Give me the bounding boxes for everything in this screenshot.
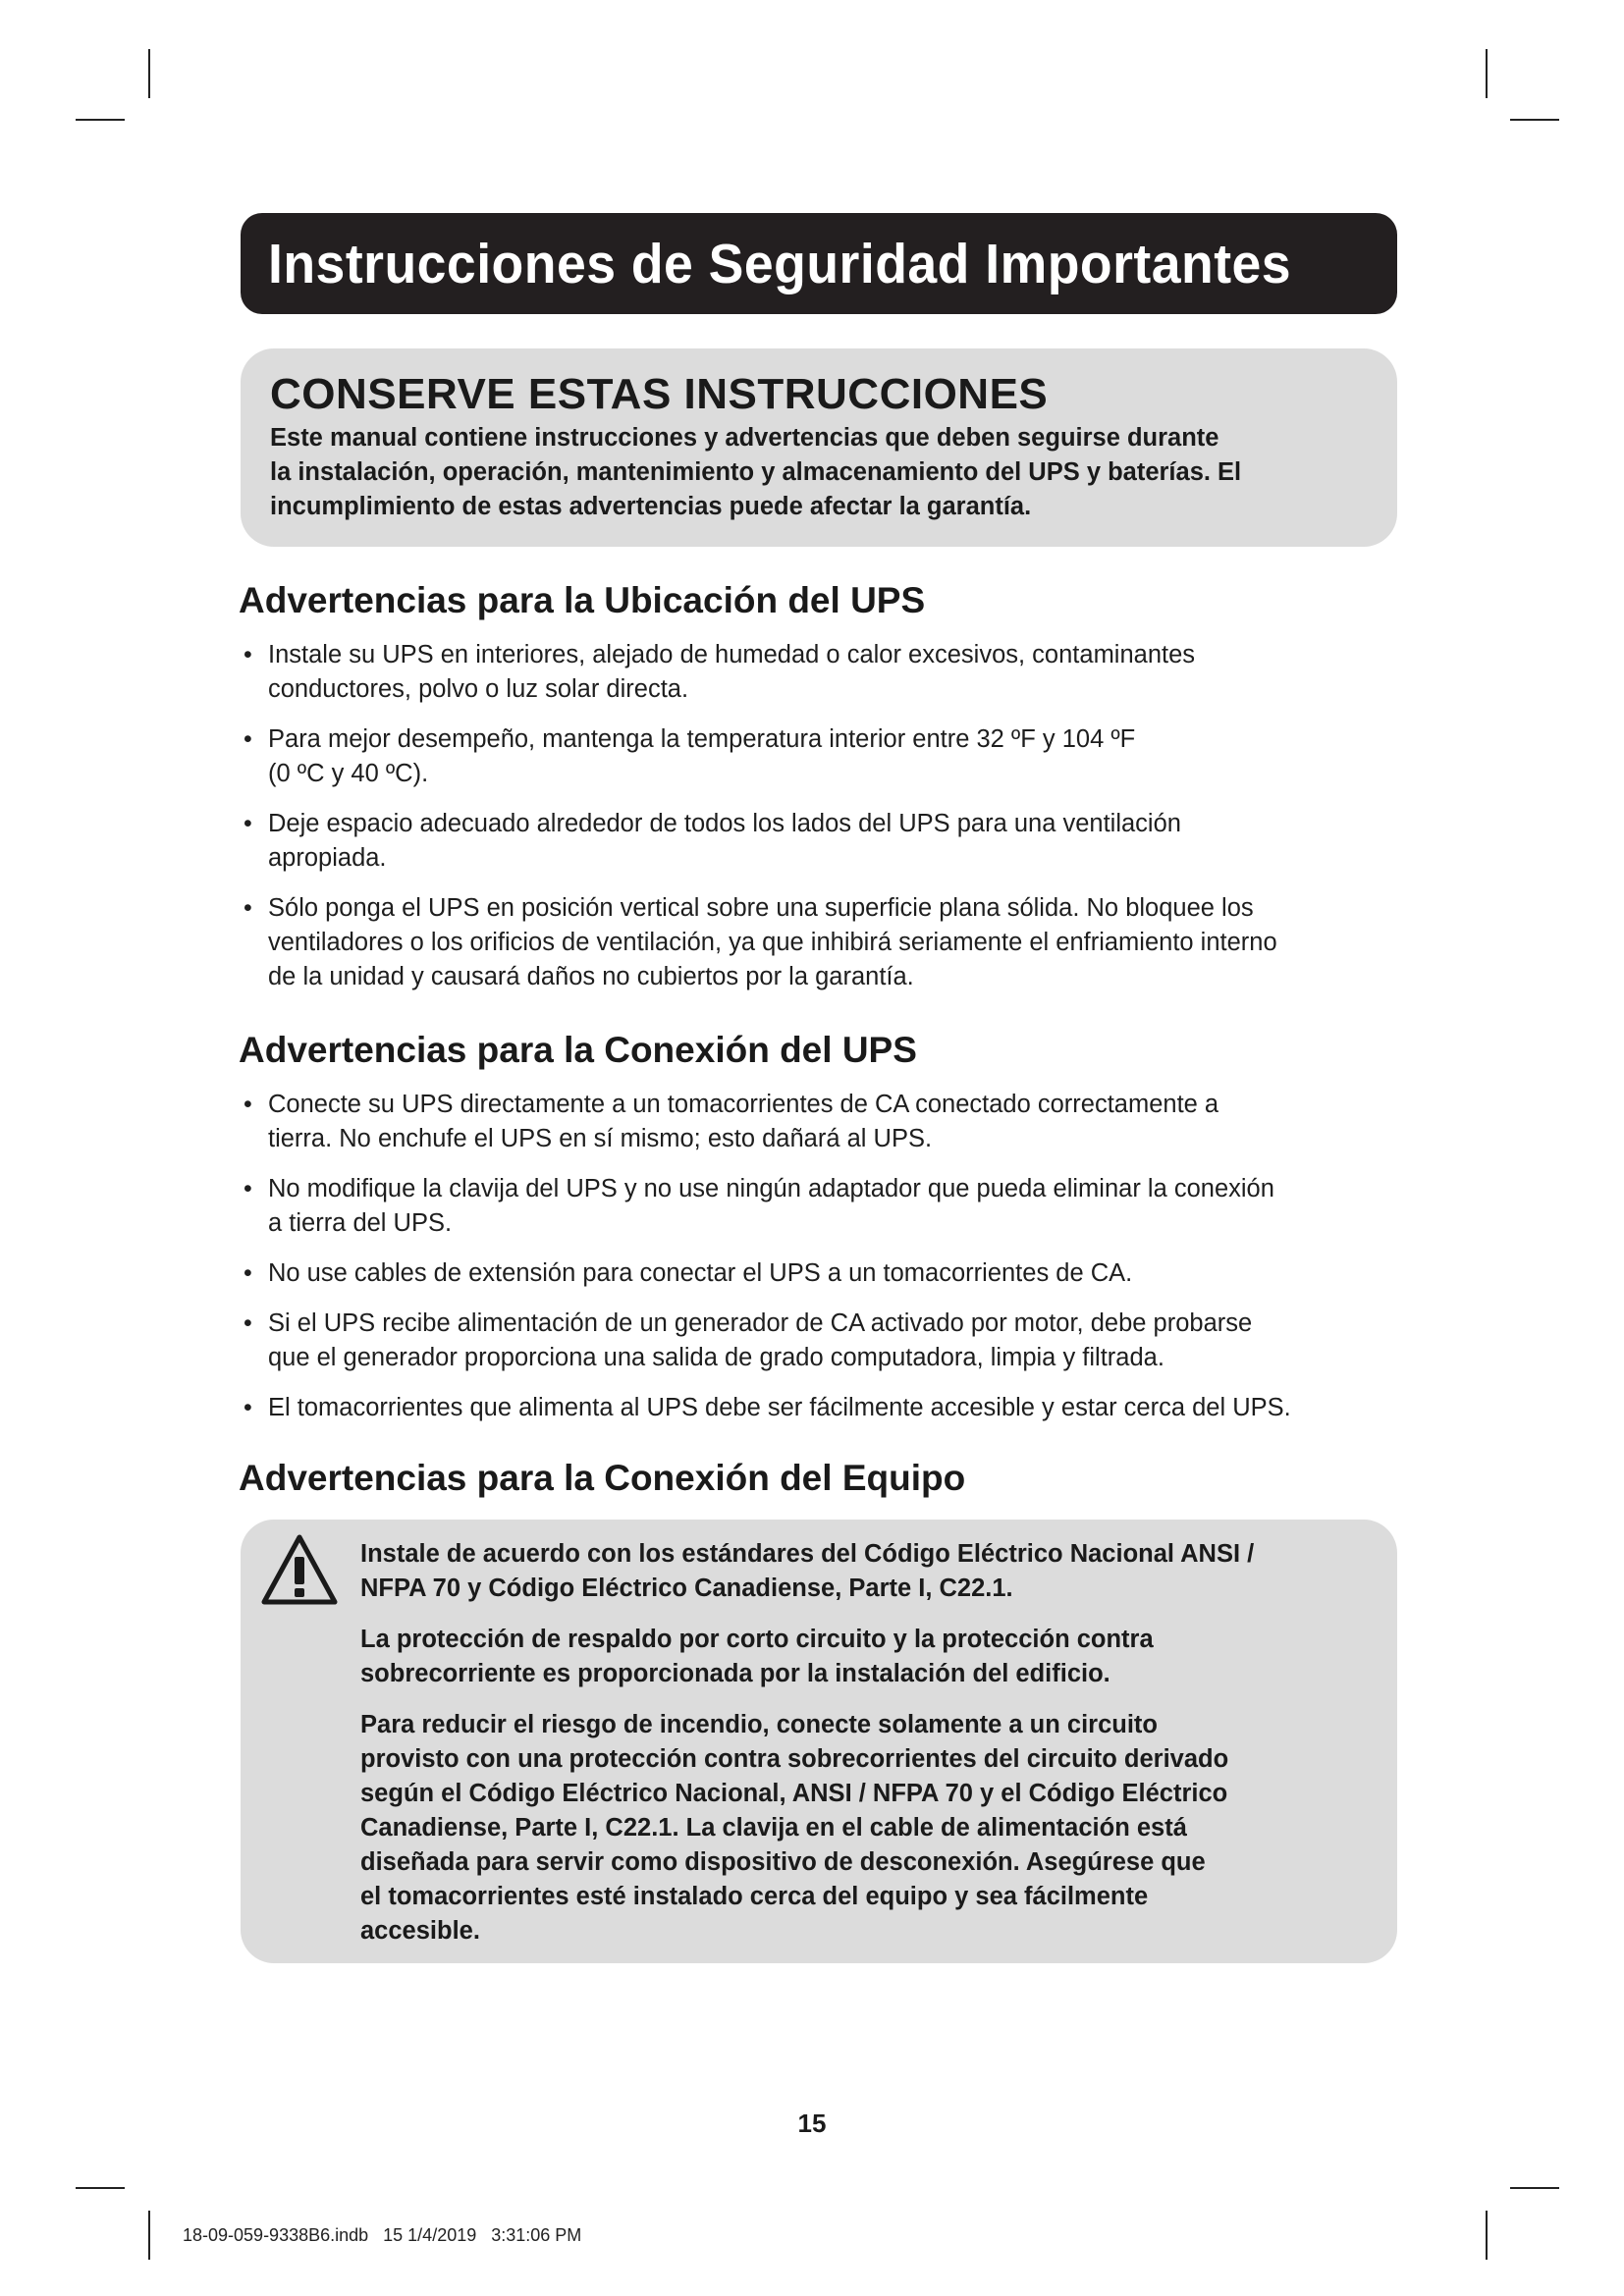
- page-number: 15: [797, 2109, 827, 2138]
- list-item-line: No modifique la clavija del UPS y no use ningún adaptador que pueda eliminar la conexión: [268, 1175, 1274, 1202]
- list-item-line: conductores, polvo o luz solar directa.: [268, 675, 689, 703]
- warning-triangle-icon: [260, 1533, 339, 1608]
- section-heading-conexion-equipo: Advertencias para la Conexión del Equipo: [239, 1458, 966, 1498]
- list-item-line: El tomacorrientes que alimenta al UPS debe ser fácilmente accesible y estar cerca del UPS.: [268, 1394, 1291, 1421]
- bullet-icon: •: [244, 725, 252, 753]
- list-item: [240, 638, 1408, 707]
- list-item-line: (0 ºC y 40 ºC).: [268, 760, 429, 787]
- crop-mark-top-right-vertical: [1486, 49, 1488, 98]
- conserve-line: Este manual contiene instrucciones y advertencias que deben seguirse durante: [270, 424, 1219, 452]
- crop-mark-bottom-right-horizontal: [1510, 2187, 1559, 2189]
- list-item: [240, 1172, 1408, 1241]
- conserve-heading: CONSERVE ESTAS INSTRUCCIONES: [270, 370, 1049, 418]
- warning-line: según el Código Eléctrico Nacional, ANSI / NFPA 70 y el Código Eléctrico: [360, 1780, 1228, 1807]
- conserve-instructions-box: [241, 348, 1397, 547]
- list-item-line: Sólo ponga el UPS en posición vertical sobre una superficie plana sólida. No bloquee los: [268, 894, 1254, 922]
- bullet-icon: •: [244, 1259, 252, 1287]
- equipment-warning-box: [241, 1520, 1397, 1963]
- crop-mark-bottom-left-horizontal: [76, 2187, 125, 2189]
- warning-line: provisto con una protección contra sobrecorrientes del circuito derivado: [360, 1745, 1229, 1773]
- warning-line: el tomacorrientes esté instalado cerca del equipo y sea fácilmente: [360, 1883, 1149, 1910]
- bullet-icon: •: [244, 1394, 252, 1421]
- list-item: [240, 891, 1408, 994]
- warning-paragraph-fire-risk: [360, 1708, 1358, 1949]
- bullet-icon: •: [244, 1091, 252, 1118]
- list-item-line: que el generador proporciona una salida de grado computadora, limpia y filtrada.: [268, 1344, 1164, 1371]
- list-item: [240, 1307, 1408, 1375]
- bullet-icon: •: [244, 810, 252, 837]
- list-item-line: No use cables de extensión para conectar el UPS a un tomacorrientes de CA.: [268, 1259, 1133, 1287]
- section-heading-ubicacion: Advertencias para la Ubicación del UPS: [239, 580, 926, 620]
- list-item-line: Si el UPS recibe alimentación de un generador de CA activado por motor, debe probarse: [268, 1309, 1253, 1337]
- warning-line: La protección de respaldo por corto circuito y la protección contra: [360, 1626, 1154, 1653]
- list-item: [240, 722, 1408, 791]
- crop-mark-top-right-horizontal: [1510, 119, 1559, 121]
- crop-mark-top-left-vertical: [148, 49, 150, 98]
- page-title: Instrucciones de Seguridad Importantes: [268, 232, 1292, 295]
- conserve-text: [270, 421, 1368, 524]
- crop-mark-bottom-left-vertical: [148, 2211, 150, 2260]
- list-item: [240, 807, 1408, 876]
- conserve-line: incumplimiento de estas advertencias puede afectar la garantía.: [270, 493, 1032, 520]
- title-bar: [241, 213, 1397, 314]
- list-item: [240, 1256, 1408, 1291]
- warning-line: diseñada para servir como dispositivo de desconexión. Asegúrese que: [360, 1848, 1206, 1876]
- warning-line: Para reducir el riesgo de incendio, conecte solamente a un circuito: [360, 1711, 1159, 1738]
- ubicacion-list: [240, 638, 1408, 1010]
- list-item-line: tierra. No enchufe el UPS en sí mismo; esto dañará al UPS.: [268, 1125, 933, 1152]
- warning-line: Canadiense, Parte I, C22.1. La clavija en el cable de alimentación está: [360, 1814, 1187, 1842]
- bullet-icon: •: [244, 1309, 252, 1337]
- bullet-icon: •: [244, 641, 252, 668]
- warning-paragraph-protection: [360, 1623, 1358, 1691]
- bullet-icon: •: [244, 1175, 252, 1202]
- list-item-line: a tierra del UPS.: [268, 1209, 453, 1237]
- list-item-line: apropiada.: [268, 844, 387, 872]
- list-item: [240, 1088, 1408, 1156]
- warning-line: sobrecorriente es proporcionada por la instalación del edificio.: [360, 1660, 1110, 1687]
- crop-mark-top-left-horizontal: [76, 119, 125, 121]
- crop-mark-bottom-right-vertical: [1486, 2211, 1488, 2260]
- list-item-line: ventiladores o los orificios de ventilación, ya que inhibirá seriamente el enfriamiento interno: [268, 929, 1277, 956]
- bullet-icon: •: [244, 894, 252, 922]
- warning-line: accesible.: [360, 1917, 480, 1945]
- list-item: [240, 1391, 1408, 1425]
- conserve-line: la instalación, operación, mantenimiento y almacenamiento del UPS y baterías. El: [270, 458, 1242, 486]
- list-item-line: de la unidad y causará daños no cubiertos por la garantía.: [268, 963, 914, 990]
- print-footer-slug: 18-09-059-9338B6.indb 15 1/4/2019 3:31:06 PM: [183, 2225, 582, 2245]
- warning-line: NFPA 70 y Código Eléctrico Canadiense, Parte I, C22.1.: [360, 1575, 1013, 1602]
- list-item-line: Conecte su UPS directamente a un tomacorrientes de CA conectado correctamente a: [268, 1091, 1219, 1118]
- warning-line: Instale de acuerdo con los estándares del Código Eléctrico Nacional ANSI /: [360, 1540, 1255, 1568]
- list-item-line: Instale su UPS en interiores, alejado de humedad o calor excesivos, contaminantes: [268, 641, 1196, 668]
- list-item-line: Deje espacio adecuado alrededor de todos los lados del UPS para una ventilación: [268, 810, 1181, 837]
- list-item-line: Para mejor desempeño, mantenga la temperatura interior entre 32 ºF y 104 ºF: [268, 725, 1136, 753]
- section-heading-conexion-ups: Advertencias para la Conexión del UPS: [239, 1030, 917, 1070]
- warning-paragraph-ansi: [360, 1537, 1358, 1606]
- conexion-ups-list: [240, 1088, 1408, 1441]
